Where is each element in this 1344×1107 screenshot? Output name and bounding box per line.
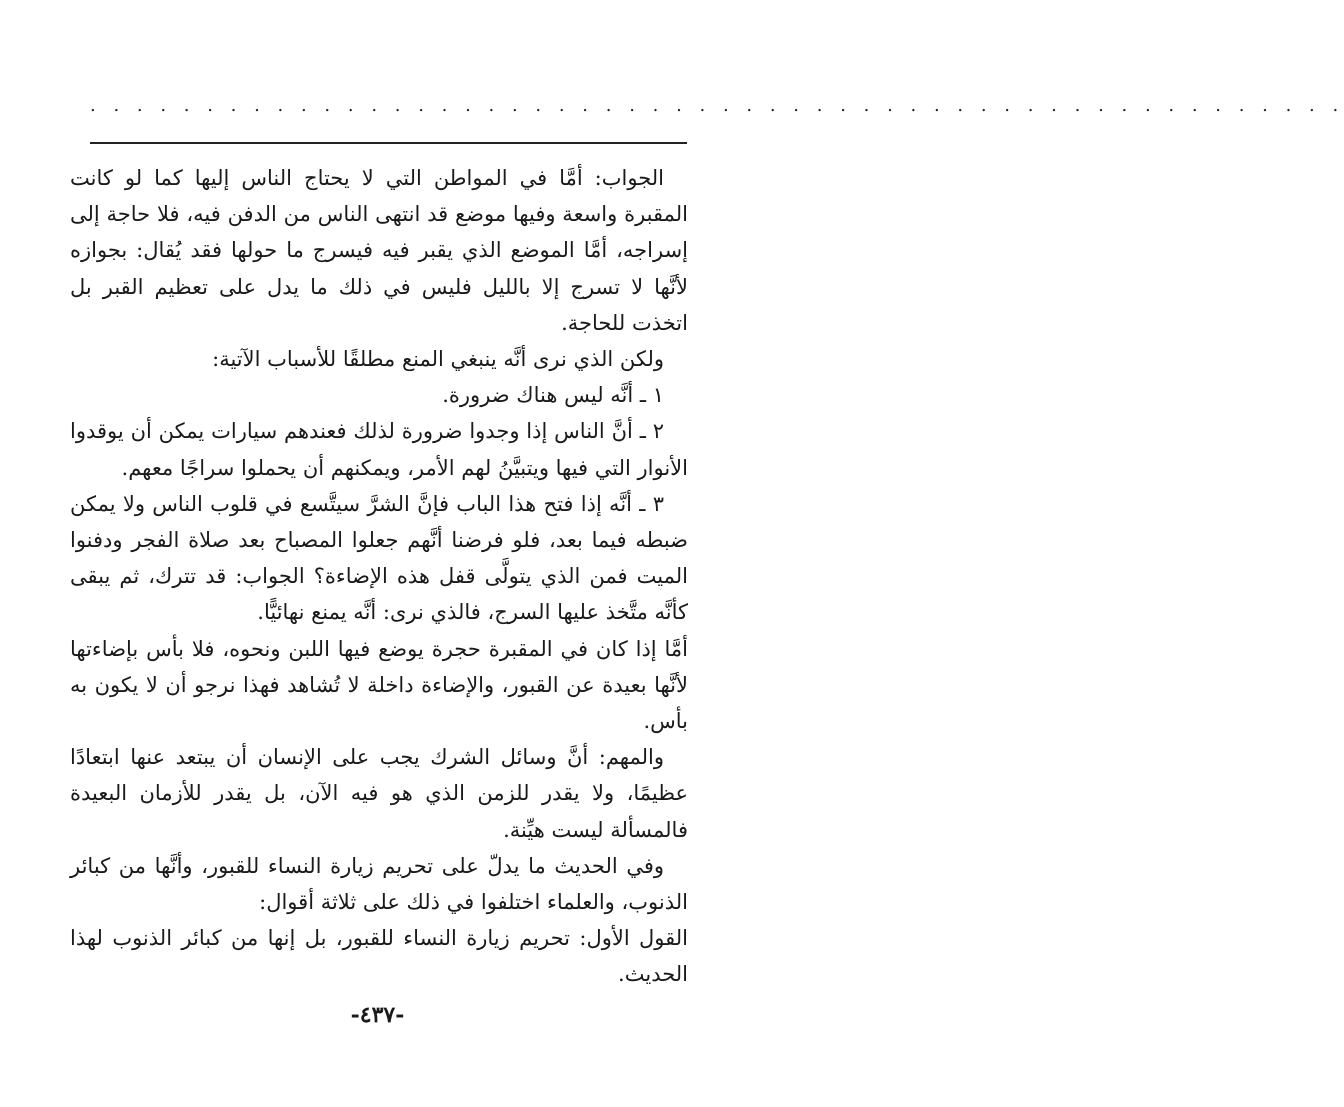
paragraph-room: أمَّا إذا كان في المقبرة حجرة يوضع فيها اللبن ونحوه، فلا بأس بإضاءتها لأنَّها بعيدة عن القبور، والإضاءة داخلة لا تُشاهد فهذا نرجو أن لا يكون به بأس.: [70, 636, 688, 734]
paragraph-reason-1: ١ ـ أنَّه ليس هناك ضرورة.: [442, 383, 664, 408]
header-dotted-line: . . . . . . . . . . . . . . . . . . . . . . . . . . . . . . . . . . . . . . . . . . . . . . . . . . . . . .: [90, 95, 1344, 116]
body-text: [70, 160, 688, 993]
paragraph-important: والمهم: أنَّ وسائل الشرك يجب على الإنسان أن يبتعد عنها ابتعادًا عظيمًا، ولا يقدر للزمن الذي هو فيه الآن، بل يقدر للأزمان البعيدة فالمسألة ليست هيِّنة.: [70, 745, 688, 842]
paragraph-hadith: وفي الحديث ما يدلّ على تحريم زيارة النساء للقبور، وأنَّها من كبائر الذنوب، والعلماء اختلفوا في ذلك على ثلاثة أقوال:: [70, 853, 688, 915]
page-number: -٤٣٧-: [350, 1002, 405, 1028]
header-rule: [90, 142, 687, 144]
paragraph-opinion: ولكن الذي نرى أنَّه ينبغي المنع مطلقًا للأسباب الآتية:: [212, 347, 664, 372]
paragraph-reason-2: ٢ ـ أنَّ الناس إذا وجدوا ضرورة لذلك فعندهم سيارات يمكن أن يوقدوا الأنوار التي فيها ويتبيَّنُ لهم الأمر، ويمكنهم أن يحملوا سراجًا معهم.: [70, 419, 688, 480]
paragraph-first-opinion: القول الأول: تحريم زيارة النساء للقبور، بل إنها من كبائر الذنوب لهذا الحديث.: [70, 926, 688, 987]
paragraph-answer: الجواب: أمَّا في المواطن التي لا يحتاج الناس إليها كما لو كانت المقبرة واسعة وفيها موضع قد انتهى الناس من الدفن فيه، فلا حاجة إلى إسراجه، أمَّا الموضع الذي يقبر فيه فيسرج ما حولها فقد يُقال: بجوازه لأنَّها لا تسرج إلا بالليل فليس في ذلك ما يدل على تعظيم القبر بل اتخذت للحاجة.: [70, 166, 688, 335]
paragraph-reason-3: ٣ ـ أنَّه إذا فتح هذا الباب فإنَّ الشرَّ سيتَّسع في قلوب الناس ولا يمكن ضبطه فيما بعد، فلو فرضنا أنَّهم جعلوا المصباح بعد صلاة الفجر ودفنوا الميت فمن الذي يتولَّى قفل هذه الإضاءة؟ الجواب: قد تترك، ثم يبقى كأنَّه متَّخذ عليها السرج، فالذي نرى: أنَّه يمنع نهائيًّا.: [70, 491, 688, 625]
